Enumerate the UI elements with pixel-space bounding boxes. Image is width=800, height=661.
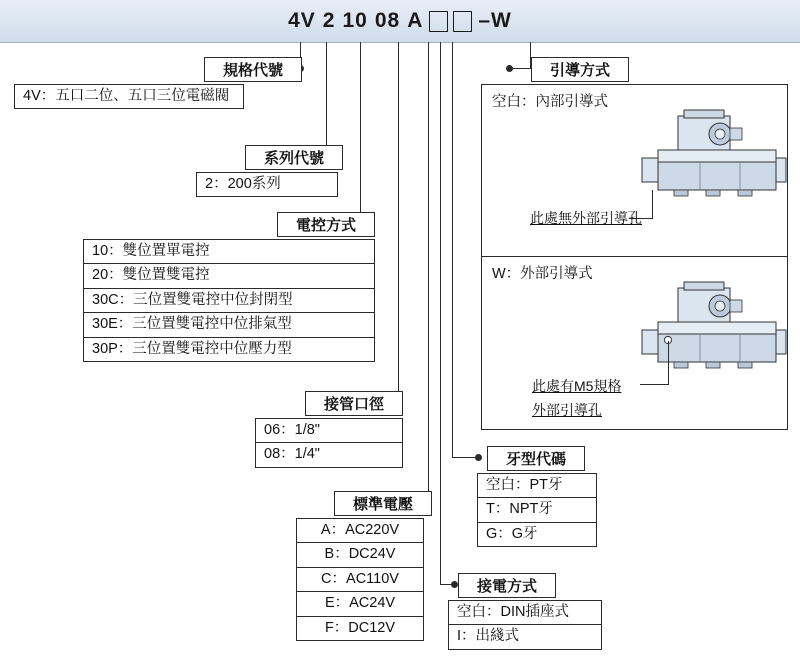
list-item: 10：雙位置單電控 xyxy=(84,240,374,264)
group-title-port-size: 接管口徑 xyxy=(305,391,403,416)
leader-line-port-vertical xyxy=(398,42,399,402)
group-title-wiring: 接電方式 xyxy=(458,573,556,598)
leader-line-pilot-horizontal xyxy=(510,68,532,69)
code-segment-control: 10 xyxy=(342,9,368,32)
list-item: E：AC24V xyxy=(297,592,423,616)
group-list-series-code xyxy=(196,172,338,197)
leader-dot-thread xyxy=(475,454,482,461)
list-item: 30C：三位置雙電控中位封閉型 xyxy=(84,289,374,313)
list-item: 空白：DIN插座式 xyxy=(449,601,601,625)
valve-diagram-external xyxy=(640,280,788,382)
code-segment-spec: 4V xyxy=(288,9,316,32)
leader-line-voltage-vertical xyxy=(428,42,429,502)
pilot-internal-label: 空白：內部引導式 xyxy=(492,94,608,110)
leader-line-thread-vertical xyxy=(452,42,453,457)
group-title-thread-code: 牙型代碼 xyxy=(487,446,585,471)
group-title-series-code: 系列代號 xyxy=(245,145,343,170)
group-title-spec-code: 規格代號 xyxy=(204,57,302,82)
group-list-port-size xyxy=(255,418,403,468)
valve-diagram-internal xyxy=(640,108,788,210)
list-item: 空白：PT牙 xyxy=(478,474,596,498)
list-item: C：AC110V xyxy=(297,568,423,592)
pointer-line-external-note-vertical xyxy=(668,341,669,384)
list-item: T：NPT牙 xyxy=(478,498,596,522)
group-list-wiring xyxy=(448,600,602,650)
pilot-internal-note: 此處無外部引導孔 xyxy=(530,210,642,226)
list-item: 2：200系列 xyxy=(205,176,281,192)
list-item: 20：雙位置雙電控 xyxy=(84,264,374,288)
group-list-voltage xyxy=(296,518,424,641)
list-item: F：DC12V xyxy=(324,619,396,636)
list-item: G：G牙 xyxy=(486,525,538,542)
pointer-line-external-note xyxy=(640,384,669,385)
list-item: I：出綫式 xyxy=(457,628,520,645)
list-item: 08：1/4" xyxy=(264,446,320,463)
list-item: A：AC220V xyxy=(297,519,423,543)
code-segment-port: 08 xyxy=(374,9,401,32)
group-title-pilot: 引導方式 xyxy=(531,57,629,82)
code-segment-pilot: –W xyxy=(478,9,512,32)
code-segment-series: 2 xyxy=(322,9,336,32)
group-title-voltage: 標準電壓 xyxy=(334,491,432,516)
group-list-thread-code xyxy=(477,473,597,547)
list-item: 30E：三位置雙電控中位排氣型 xyxy=(84,313,374,337)
group-list-control-mode xyxy=(83,239,375,362)
leader-line-wiring-vertical xyxy=(440,42,441,584)
pointer-line-internal-note-vertical xyxy=(652,190,653,219)
model-code-bar xyxy=(0,0,800,43)
leader-line-series-vertical xyxy=(326,42,327,156)
group-list-spec-code xyxy=(14,84,244,109)
code-segment-thread-placeholder xyxy=(429,11,448,32)
model-code xyxy=(287,9,513,33)
leader-line-control-vertical xyxy=(360,42,361,223)
group-title-control-mode: 電控方式 xyxy=(277,212,375,237)
code-segment-wiring-placeholder xyxy=(453,11,472,32)
list-item: 30P：三位置雙電控中位壓力型 xyxy=(92,340,292,357)
pilot-external-note-line1: 此處有M5規格 xyxy=(532,378,622,394)
code-segment-voltage: A xyxy=(407,9,424,32)
list-item: 4V：五口二位、五口三位電磁閥 xyxy=(23,88,230,104)
list-item: 06：1/8" xyxy=(256,419,402,443)
pilot-external-note-line2: 外部引導孔 xyxy=(532,402,602,418)
leader-dot-wiring xyxy=(451,581,458,588)
pilot-external-label: W：外部引導式 xyxy=(492,266,593,282)
list-item: B：DC24V xyxy=(297,543,423,567)
